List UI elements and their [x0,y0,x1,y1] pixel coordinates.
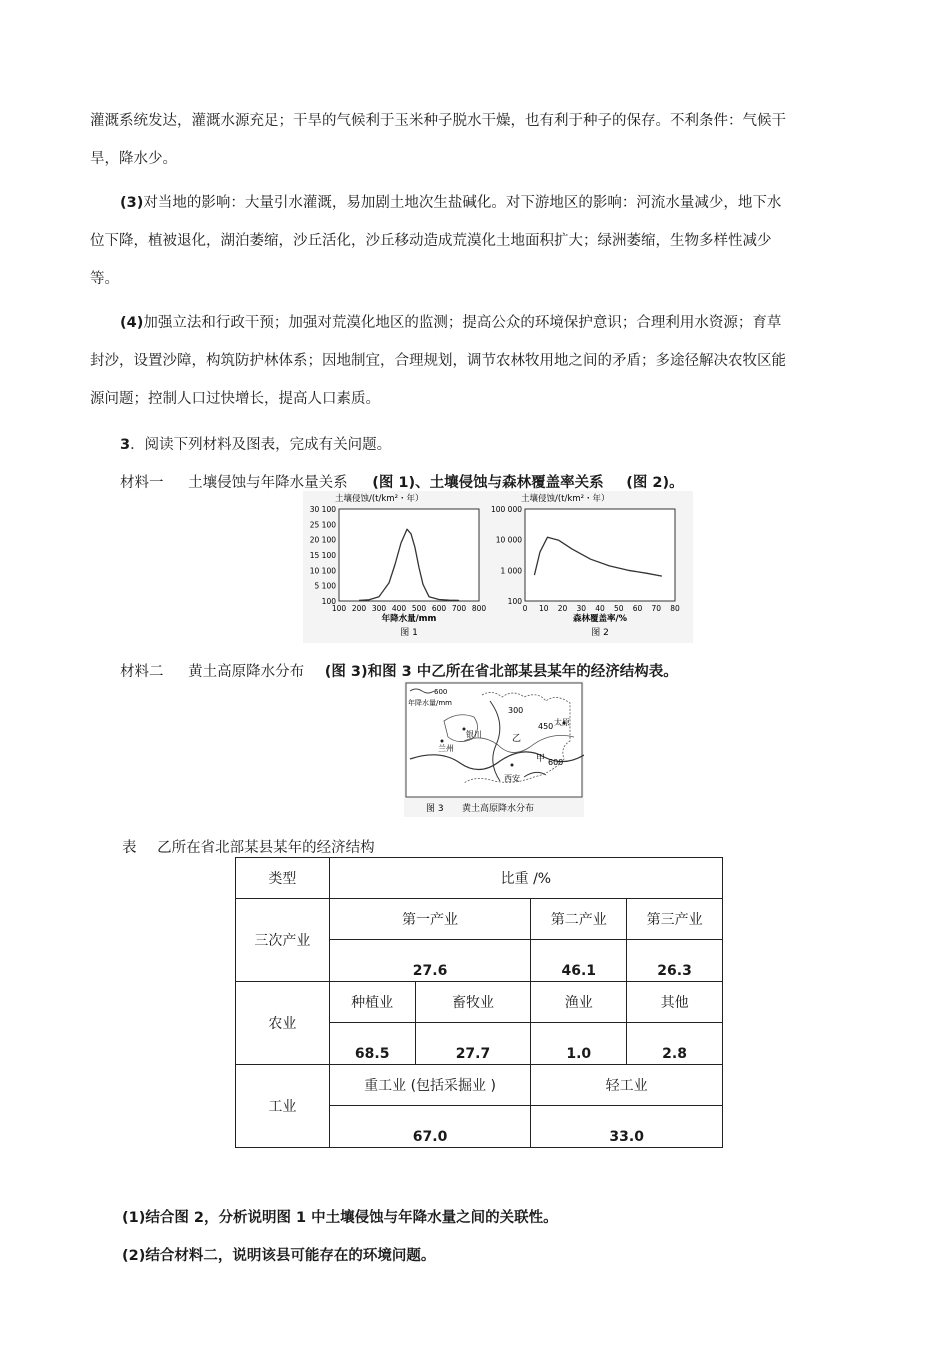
city-taiyuan-label: 太原 [554,718,570,727]
table-caption-label: 表 [122,840,137,856]
cell-secondary-industry: 第二产业 [531,899,627,940]
chart-1-x-axis-label: 年降水量/mm [381,614,437,624]
chart-1-y-tick-label: 10 100 [309,566,336,576]
question-3-stem [120,433,391,454]
chart-2-title: 图 2 [591,628,609,638]
subquestion-1 [122,1206,558,1227]
material-1-title: 土壤侵蚀与年降水量关系 [188,475,348,491]
figure-3-caption-number: 图 3 [426,804,444,814]
chart-1-x-tick-label: 500 [411,604,427,613]
chart-2-y-tick-label: 100 000 [490,505,522,514]
cell-other: 其他 [627,982,723,1023]
question-number: 3 [120,437,131,453]
chart-1-x-tick-label: 400 [391,604,407,613]
chart-2-y-tick-label: 1 000 [500,566,522,576]
material-1-ref2: (图 2)。 [626,475,684,491]
value-secondary: 46.1 [531,940,627,982]
paragraph-text: 灌溉系统发达，灌溉水源充足；干旱的气候利于玉米种子脱水干燥，也有利于种子的保存。不利条件：气候干旱，降水少。 [90,113,786,167]
figure-1-2-panel [303,491,693,643]
value-primary: 27.6 [329,940,531,982]
chart-2-x-tick-label: 50 [613,604,624,613]
table-caption-title: 乙所在省北部某县某年的经济结构 [157,840,375,856]
table-row [236,982,723,1023]
row-label-industry: 工业 [236,1065,330,1148]
cell-fishery: 渔业 [531,982,627,1023]
cell-light-industry: 轻工业 [531,1065,723,1106]
cell-tertiary-industry: 第三产业 [627,899,723,940]
chart-1-x-tick-label: 700 [451,604,467,613]
answer-paragraph-4 [90,304,790,418]
chart-2-y-axis-label: 土壤侵蚀/(t/km²・年） [521,494,610,504]
paragraph-text: 加强立法和行政干预；加强对荒漠化地区的监测；提高公众的环境保护意识；合理利用水资源；育草封沙，设置沙障，构筑防护林体系；因地制宜，合理规划，调节农林牧用地之间的矛盾；多途径解决农牧区能源问题；控制人口过快增长，提高人口素质。 [90,315,786,407]
city-xian-label: 西安 [504,774,520,783]
value-light-industry: 33.0 [531,1106,723,1148]
row-label-agriculture: 农业 [236,982,330,1065]
chart-2-y-tick-label: 100 [507,597,522,606]
value-other: 2.8 [627,1023,723,1065]
item-number: (4) [120,315,144,331]
cell-livestock: 畜牧业 [415,982,531,1023]
chart-2-x-tick-label: 80 [670,604,680,613]
chart-2-x-tick-label: 0 [522,604,528,613]
chart-1-y-tick-label: 15 100 [309,551,336,560]
chart-2-x-tick-label: 10 [538,604,549,613]
value-fishery: 1.0 [531,1023,627,1065]
material-1-line [120,471,684,492]
chart-2-plot-area [525,509,675,601]
chart-1-plot-area [339,509,479,601]
isohyet-450-label: 450 [538,722,554,731]
location-yi-label: 乙 [512,734,522,744]
chart-1-x-tick-label: 600 [431,604,447,613]
table-row [236,899,723,940]
paragraph-text: 对当地的影响：大量引水灌溉，易加剧土地次生盐碱化。对下游地区的影响：河流水量减少，地下水位下降，植被退化，湖泊萎缩，沙丘活化，沙丘移动造成荒漠化土地面积扩大；绿洲萎缩，生物多样性减少等。 [90,195,782,287]
question-stem-text: ．阅读下列材料及图表，完成有关问题。 [130,437,392,453]
chart-2-x-tick-label: 60 [632,604,643,613]
material-1-ref: (图 1)、土壤侵蚀与森林覆盖率关系 [372,475,604,491]
header-ratio: 比重 /% [329,858,722,899]
table-caption [122,836,375,857]
isohyet-600-label: 600 [548,758,564,767]
material-2-line [120,660,678,681]
answer-paragraph-2-continued [90,102,790,178]
chart-1-y-tick-label: 5 100 [314,581,336,591]
legend-label: 年降水量/mm [408,699,452,707]
value-planting: 68.5 [329,1023,415,1065]
header-type: 类型 [236,858,330,899]
chart-2-x-axis-label: 森林覆盖率/% [572,614,628,624]
chart-2-y-tick-label: 10 000 [495,535,522,545]
answer-paragraph-3 [90,184,790,298]
table-header-row [236,858,723,899]
cell-planting: 种植业 [329,982,415,1023]
chart-1-y-tick-label: 25 100 [309,520,336,530]
value-heavy-industry: 67.0 [329,1106,531,1148]
chart-2-x-tick-label: 40 [595,604,605,613]
chart-2-x-tick-label: 30 [576,604,587,613]
location-jia-label: 甲 [536,754,546,764]
legend-value: 600 [434,688,448,696]
subquestion-2-text: (2)结合材料二，说明该县可能存在的环境问题。 [122,1248,436,1264]
material-2-title: 黄土高原降水分布 [188,664,305,680]
chart-1-y-axis-label: 土壤侵蚀/(t/km²・年） [335,494,424,504]
chart-1-x-tick-label: 300 [371,604,387,613]
row-label-tertiary: 三次产业 [236,899,330,982]
city-yinchuan-label: 银川 [466,730,482,739]
value-livestock: 27.7 [415,1023,531,1065]
chart-1-y-tick-label: 100 [321,597,336,606]
chart-1-y-tick-label: 30 100 [309,505,336,514]
material-2-label: 材料二 [120,664,164,680]
chart-1-x-tick-label: 800 [471,604,487,613]
chart-1-x-tick-label: 200 [351,604,367,613]
chart-1-title: 图 1 [400,628,418,638]
chart-2-x-tick-label: 20 [557,604,568,613]
figure-3-caption-title: 黄土高原降水分布 [462,804,535,814]
material-2-ref: (图 3)和图 3 中乙所在省北部某县某年的经济结构表。 [324,664,678,680]
table-row [236,1065,723,1106]
subquestion-2 [122,1244,435,1265]
erosion-charts [303,491,693,643]
isohyet-300-label: 300 [508,706,524,715]
city-lanzhou-label: 兰州 [438,744,454,753]
cell-primary-industry: 第一产业 [329,899,531,940]
chart-1-y-tick-label: 20 100 [309,535,336,545]
chart-2-x-tick-label: 70 [651,604,662,613]
economic-structure-table [235,857,723,1148]
value-tertiary: 26.3 [627,940,723,982]
loess-plateau-precipitation-map [404,681,584,817]
subquestion-1-text: (1)结合图 2，分析说明图 1 中土壤侵蚀与年降水量之间的关联性。 [122,1210,558,1226]
item-number: (3) [120,195,144,211]
figure-3-map [404,681,584,817]
chart-1-x-tick-label: 100 [331,604,347,613]
cell-heavy-industry: 重工业 (包括采掘业 ) [329,1065,531,1106]
material-1-label: 材料一 [120,475,164,491]
